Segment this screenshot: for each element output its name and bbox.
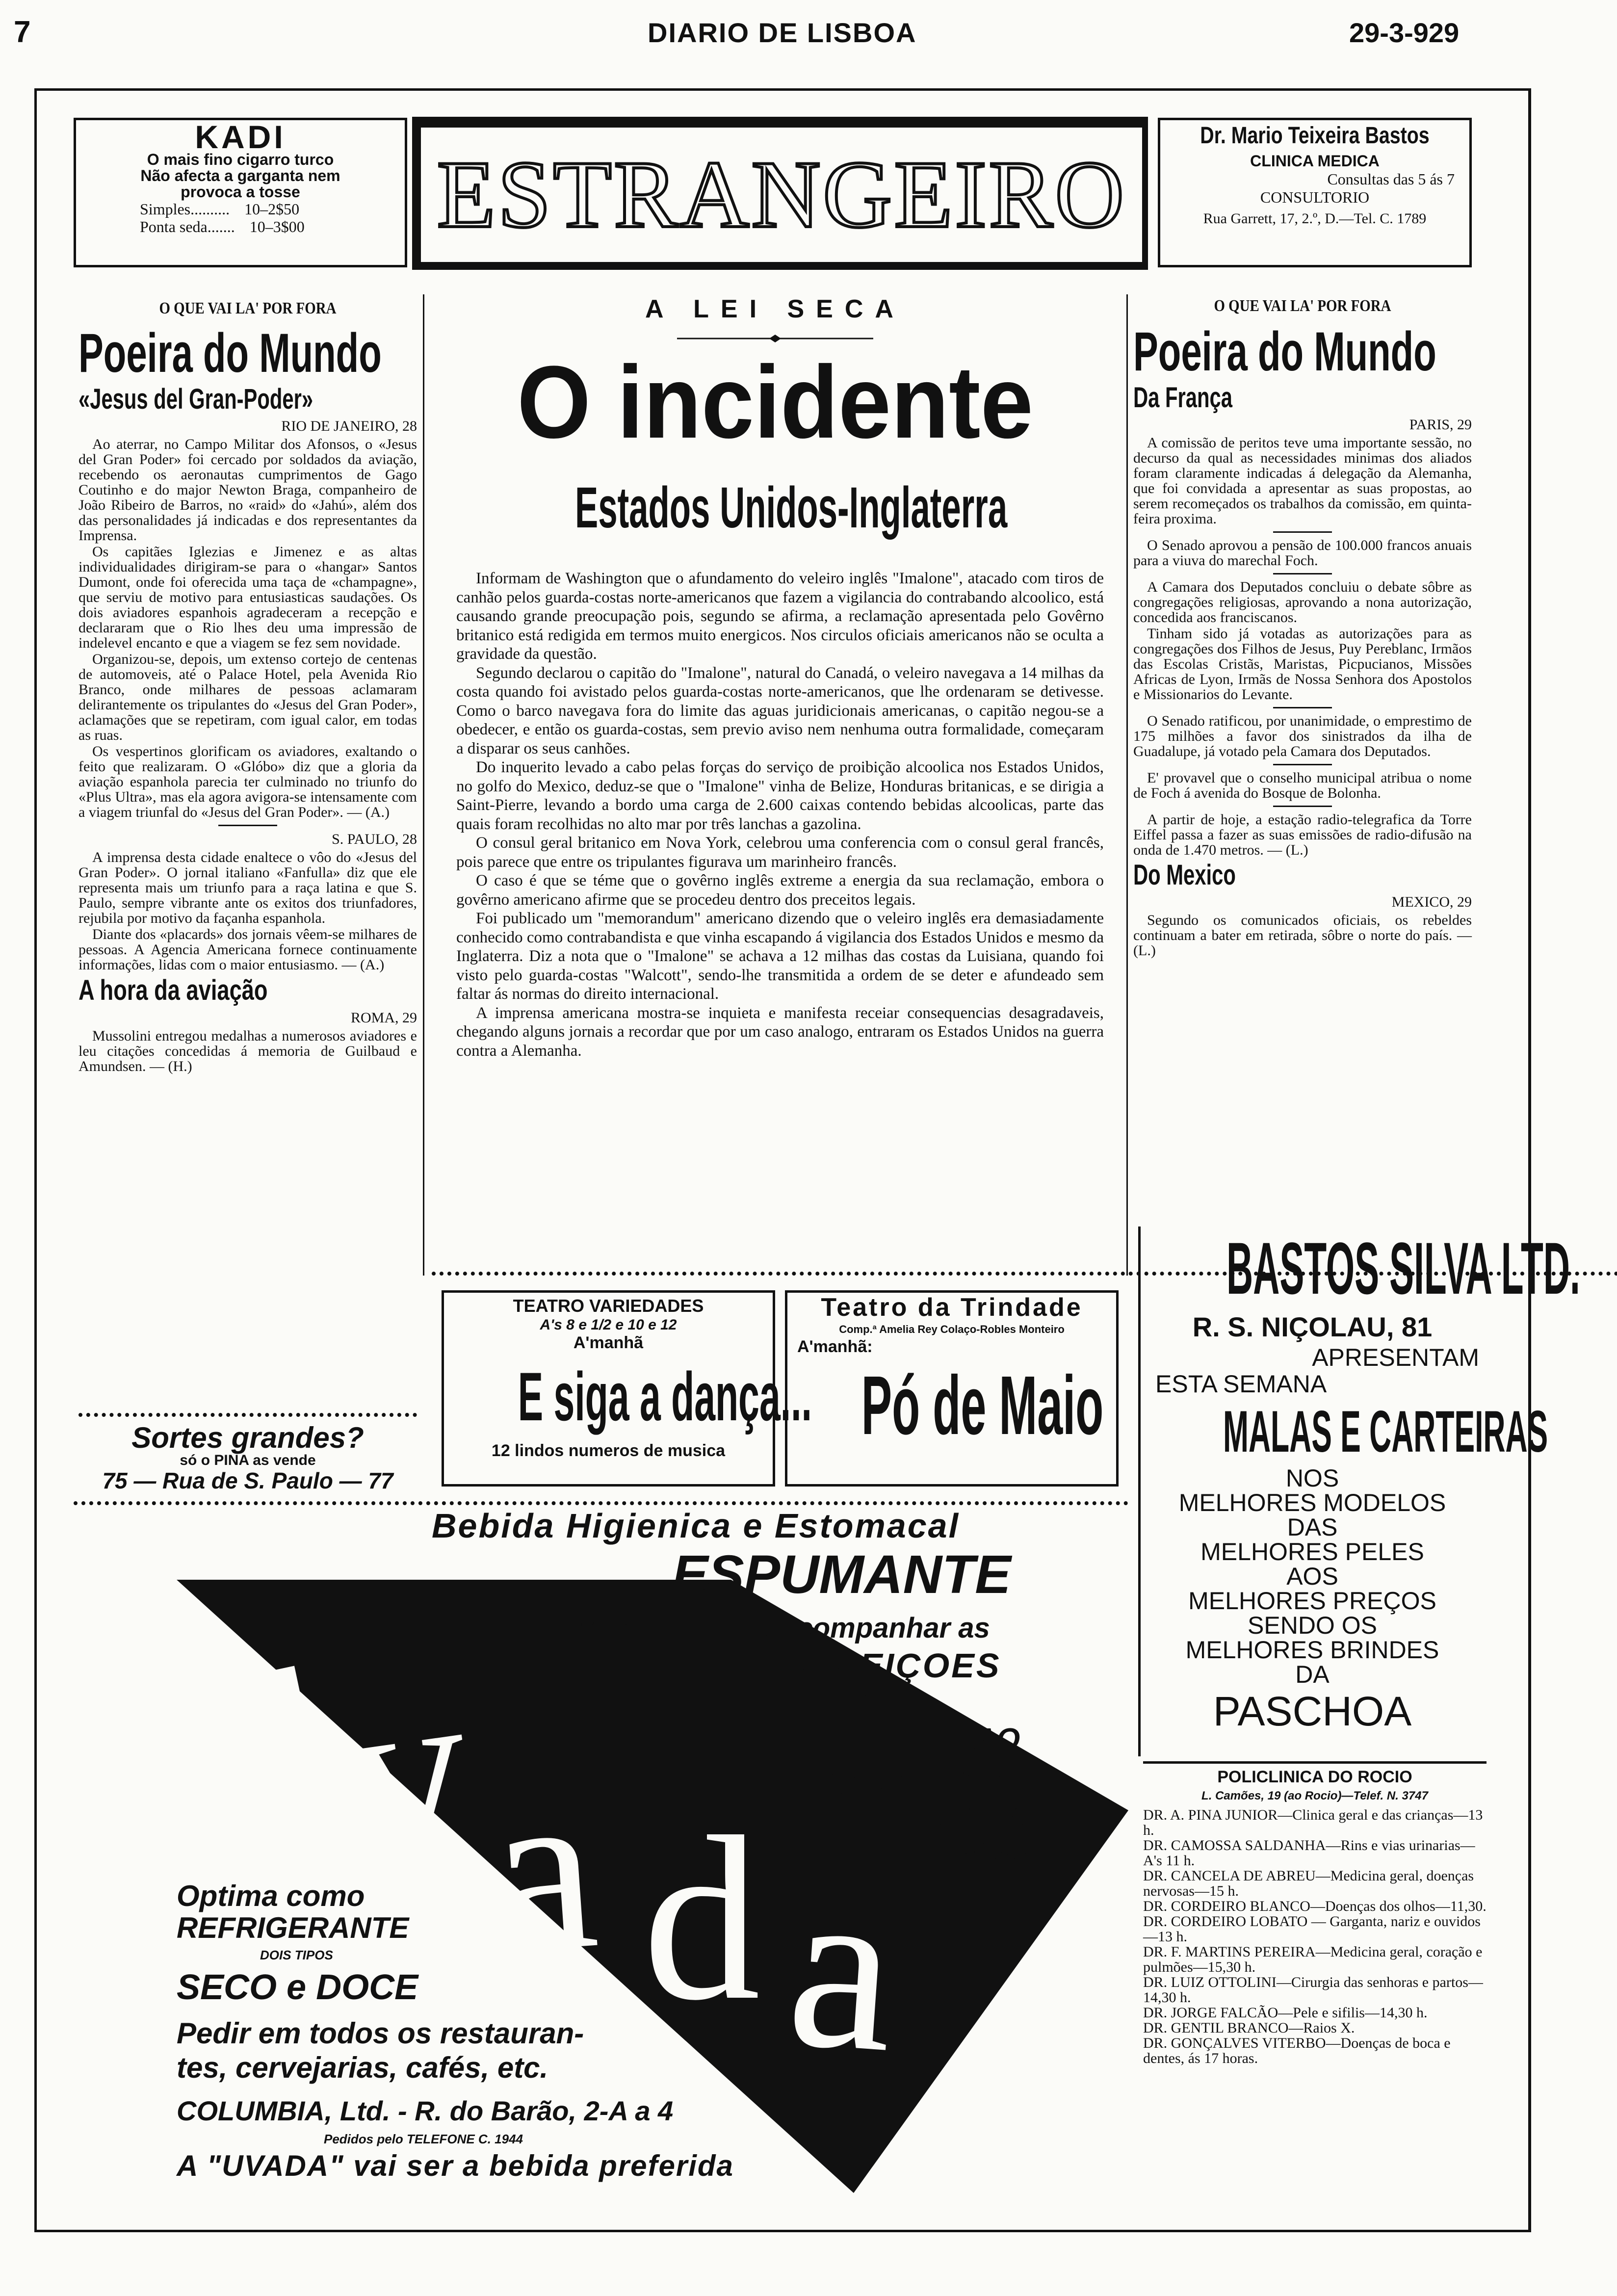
left-p3-1: Mussolini entregou medalhas a numerosos aviadores e leu citações concedidas á memoria de Guilbaud e Amundsen. — (H.) [78,1028,417,1074]
right-p2-1: Segundo os comunicados oficiais, os rebeldes continuam a bater em retirada, sôbre o norte do país. — (L.) [1133,912,1472,959]
policlinica-entry: DR. A. PINA JUNIOR—Clinica geral e das crianças—13 h. [1143,1807,1483,1838]
center-p1: Informam de Washington que o afundamento do veleiro inglês "Imalone", atacado com tiros de canhão pelos guarda-costas norte-americanos que fazem a vigilancia do contrabando alcoolico, está causando grande preocupação pois, segundo se afirma, a reclamação apresentada pelo Govêrno britanico está redigida em termos muito energicos. Nos circulos oficiais americanos não se oculta a gravidade da questão. [456,570,1104,663]
right-divider2 [1273,573,1332,574]
left-dateline2: S. PAULO, 28 [332,831,417,847]
right-p1-1: A comissão de peritos teve uma importante sessão, no decurso da qual as necessidades minimas dos aliados foram claramente indicadas á delegação da Alemanha, que foi convidada a apresentar as suas propostas, ao serem recomeçados os trabalhos da comissão, em quinta-feira proxima. [1133,435,1472,527]
left-kicker: O QUE VAI LA' POR FORA [159,299,337,317]
doctor-address: Rua Garrett, 17, 2.º, D.—Tel. C. 1789 [1203,210,1427,227]
right-p1-2: O Senado aprovou a pensão de 100.000 francos anuais para a viuva do marechal Foch. [1133,537,1472,569]
right-p1-3: A Camara dos Deputados concluiu o debate sôbre as congregações religiosas, aprovando a nona autorização, concedida aos franciscanos. [1133,579,1472,626]
policlinica-top-rule [1143,1761,1487,1764]
policlinica-entry: DR. GONÇALVES VITERBO—Doenças de boca e dentes, ás 17 horas. [1143,2035,1451,2066]
bastos-name: BASTOS SILVA LTD. [1226,1227,1580,1309]
right-divider5 [1273,806,1332,807]
policlinica-entry: DR. GENTIL BRANCO—Raios X. [1143,2020,1355,2036]
doctor-hours: Consultas das 5 ás 7 [1327,170,1455,188]
center-body [456,569,1104,1060]
left-p2-2: Diante dos «placards» dos jornais vêem-se milhares de pessoas. A Agencia Americana fornece continuamente informações, lidas com o maior entusiasmo. — (A.) [78,926,417,973]
kadi-line2: Não afecta a garganta nem [140,167,340,184]
theatre-trindade-ad [785,1290,1119,1487]
right-p1-7: A partir de hoje, a estação radio-telegrafica da Torre Eiffel passa a fazer as suas emissões de radio-difusão na onda de 1.470 metros. — (L.) [1133,811,1472,858]
center-p5: O caso é que se téme que o govêrno inglês extreme a energia da sua reclamação, embora o govêrno americano afirme que se procedeu dentro dos preceitos legais. [456,872,1104,909]
uvada-left2: REFRIGERANTE [177,1911,409,1944]
right-p1-4: Tinham sido já votadas as autorizações para as congregações dos Filhos de Jesus, Puy Pereblanc, Irmãos das Escolas Cristãs, Maristas, Picpucianos, Missões Africas de Lyon, Irmãs de Nossa Senhora dos Apostolos e Missionarios do Levante. [1133,626,1472,703]
kadi-price2-value: 10–3$00 [249,218,305,235]
uvada-headline1: Bebida Higienica e Estomacal [432,1507,960,1545]
left-subtitle: «Jesus del Gran-Poder» [78,383,313,415]
right-title: Poeira do Mundo [1133,321,1436,382]
policlinica-title: POLICLINICA DO ROCIO [1217,1768,1412,1786]
policlinica-entry: DR. CAMOSSA SALDANHA—Rins e vias urinarias—A's 11 h. [1143,1837,1475,1869]
bastos-l2-1: NOS [1285,1464,1339,1492]
center-p6: Foi publicado um "memorandum" americano dizendo que o veleiro inglês era demasiadamente conhecido como contrabandista e que vinha escapando á vigilancia dos Estados Unidos e mesmo da Inglaterra. Diz a nota que o "Imalone" se achava a 12 milhas das costas da Luisiana, quando foi visto pelo guarda-costas "Walcott", sendo-lhe transmitida a ordem de se deter e afundeado sem faltar ás normas do direito internacional. [456,910,1104,1003]
right-divider1 [1273,531,1332,533]
doctor-ad [1158,118,1472,267]
uvada-letter-a2: a [781,1833,904,2101]
center-kicker: A LEI SECA [645,295,905,323]
kadi-price1-value: 10–2$50 [244,200,300,218]
bastos-address: R. S. NIÇOLAU, 81 [1192,1311,1433,1342]
column-rule-right [1126,294,1128,1276]
column-rule-left [423,294,424,1276]
bastos-footer: PASCHOA [1213,1688,1412,1734]
uvada-left1: Optima como [177,1879,365,1912]
uvada-headline2: ESPUMANTE [672,1544,1011,1605]
right-subtitle2: Do Mexico [1133,859,1236,891]
bastos-l2-6: MELHORES PREÇOS [1188,1587,1436,1615]
kadi-price2-label: Ponta seda [140,218,208,235]
kadi-line3: provoca a tosse [181,183,300,201]
uvada-line7: DARES [947,1833,1065,1866]
doctor-name: Dr. Mario Teixeira Bastos [1200,123,1430,149]
bastos-l2-5: AOS [1286,1563,1338,1590]
center-p3: Do inquerito levado a cabo pelas forças do serviço de proibição alcoolica nos Estados Unidos, no golfo do Mexico, deduz-se que o "Imalone" vinha de Belize, Honduras britanicas, e se dirigia a Saint-Pierre, levando a bordo uma carga de 2.600 caixas contendo bebidas alcoolicas, parte das quais foram recolhidas no alto mar por três lanchas a gazolina. [456,758,1104,833]
center-p7: A imprensa americana mostra-se inquieta e manifesta receiar consequencias desagradaveis, chegando alguns jornais a recordar que por um caso analogo, entraram os Estados Unidos na guerra contra a Alemanha. [456,1004,1104,1060]
policlinica-address: L. Camões, 19 (ao Rocio)—Telef. N. 3747 [1201,1789,1428,1802]
uvada-letter-d: d [643,1788,760,2049]
center-p2: Segundo declarou o capitão do "Imalone", natural do Canadá, o veleiro navegava a 14 milhas da costa quando foi avistado pelos guarda-costas norte-americanos, que lhe ordenaram se detivesse. Como o barco navegava fora do limite das aguas juridicionais americanas, o capitão negou-se a obedecer, e então os guarda-costas, sem previo aviso nem nenhuma outra formalidade, começaram a disparar os seus canhões. [456,664,1104,757]
kadi-line1: O mais fino cigarro turco [147,151,334,168]
trindade-name: Teatro da Trindade [821,1293,1083,1322]
bastos-l2-9: DA [1295,1661,1330,1688]
bastos-l2-4: MELHORES PELES [1200,1538,1424,1565]
kadi-ad [74,118,407,267]
policlinica-box [1143,1766,1487,2066]
trindade-company: Comp.ª Amelia Rey Colaço-Robles Monteiro [839,1323,1065,1335]
section-banner-text: ESTRANGEIRO [421,128,1142,262]
theatre-dotted-rule-bottom [74,1501,1128,1505]
bastos-big: MALAS E CARTEIRAS [1223,1399,1548,1464]
kadi-price2-dots: ....... [207,218,235,235]
kadi-price1-dots: .......... [190,200,230,218]
doctor-office: CONSULTORIO [1260,188,1370,206]
bastos-line1: APRESENTAM [1312,1344,1479,1371]
left-p1-3: Organizou-se, depois, um extenso cortejo de centenas de automoveis, até o Palace Hotel, pela Avenida Rio Branco, onde milhares de pessoas aclamaram delirantemente os tripulantes do «Jesus del Gran Poder», aclamações que se repetiram, com igual calor, em todas as ruas. [78,651,417,743]
uvada-line2: REFEIÇOES [785,1646,1001,1685]
kicker-ornament [677,334,873,343]
policlinica-entry: DR. JORGE FALCÃO—Pele e sifilis—14,30 h. [1143,2005,1428,2021]
right-column [1133,297,1472,959]
theatre-variedades-ad [442,1290,812,1487]
uvada-left7: COLUMBIA, Ltd. - R. do Barão, 2-A a 4 [177,2095,674,2126]
right-dateline1: PARIS, 29 [1409,417,1472,433]
right-p1-6: E' provavel que o conselho municipal atribua o nome de Foch á avenida do Bosque de Bolonha. [1133,770,1472,801]
page-number: 7 [14,15,31,49]
policlinica-entry: DR. F. MARTINS PEREIRA—Medicina geral, coração e pulmões—15,30 h. [1143,1944,1483,1975]
variedades-show: E siga a dança... [518,1358,812,1435]
center-subhead: Estados Unidos-Inglaterra [575,475,1008,540]
uvada-letter-u: u [175,1562,345,1843]
uvada-line6: os PALA- [883,1799,1042,1832]
bastos-l2-2: MELHORES MODELOS [1178,1489,1446,1516]
bastos-l2-7: SENDO OS [1248,1612,1377,1639]
left-p1-4: Os vespertinos glorificam os aviadores, exaltando o feito que realizaram. O «Glóbo» diz que a gloria da aviação espanhola parecia ter culminado no triunfo do «Plus Ultra», mas ela agora avigora-se intensamente com a viagem triunfal do «Jesus del Gran Poder». — (A.) [78,743,417,820]
right-kicker: O QUE VAI LA' POR FORA [1214,297,1391,315]
uvada-left3: DOIS TIPOS [260,1948,333,1962]
uvada-left6: tes, cervejarias, cafés, etc. [177,2051,548,2084]
kadi-price1-label: Simples [140,200,191,218]
left-dotted-rule [78,1413,417,1417]
trindade-show: Pó de Maio [861,1359,1104,1452]
bastos-l2-8: MELHORES BRINDES [1185,1636,1439,1664]
trindade-when: A'manhã: [797,1337,873,1356]
masthead: DIARIO DE LISBOA [648,17,917,48]
uvada-line4: DIGESTAO [863,1722,1020,1756]
kadi-brand: KADI [195,119,286,155]
sortes-line3: 75 — Rua de S. Paulo — 77 [102,1468,393,1493]
uvada-left5: Pedir em todos os restauran- [177,2017,584,2050]
variedades-name: TEATRO VARIEDADES [513,1296,704,1316]
left-title2: A hora da aviação [78,974,268,1006]
variedades-when: A'manhã [573,1333,644,1352]
left-p1-1: Ao aterrar, no Campo Militar dos Afonsos, o «Jesus del Gran Poder» foi cercado por soldados da aviação, recebendo os aeronautas cumprimentos de Gago Coutinho e do major Newton Braga, companheiro de João Ribeiro de Barros, no «raid» do «Jahú», além dos das personalidades já indicadas e dos representantes da Imprensa. [78,436,417,544]
policlinica-entries [1143,1807,1487,2066]
uvada-left4: SECO e DOCE [177,1968,418,2007]
left-p2-1: A imprensa desta cidade enaltece o vôo do «Jesus del Gran Poder». O jornal italiano «Fanfulla» diz que ele representa mais um triunfo para a raça latina e que S. Paulo, sempre vibrante ante os exitos dos triunfadores, rejubila por motivo da façanha espanhola. [78,849,417,926]
right-dateline2: MEXICO, 29 [1391,894,1472,910]
doctor-clinic: CLINICA MEDICA [1250,152,1380,170]
uvada-left8: Pedidos pelo TELEFONE C. 1944 [324,2132,523,2146]
policlinica-entry: DR. CORDEIRO LOBATO — Garganta, nariz e ouvidos—13 h. [1143,1913,1481,1945]
uvada-line3: Facilita a [785,1688,919,1723]
variedades-tagline: 12 lindos numeros de musica [491,1441,726,1460]
section-banner [412,117,1148,270]
sortes-line1: Sortes grandes? [131,1421,364,1454]
sortes-line2: só o PINA as vende [180,1452,316,1468]
right-p1-5: O Senado ratificou, por unanimidade, o emprestimo de 175 milhões a favor dos sinistrados da ilha de Guadalupe, já votado pela Camara dos Deputados. [1133,713,1472,759]
policlinica-entry: DR. LUIZ OTTOLINI—Cirurgia das senhoras e partos—14,30 h. [1143,1974,1483,2006]
policlinica-entry: DR. CORDEIRO BLANCO—Doenças dos olhos—11,30. [1143,1898,1487,1914]
center-p4: O consul geral britanico em Nova York, celebrou uma conferencia com o consul geral francês, pois parece que entre os tripulantes figurava um marinheiro francês. [456,834,1104,871]
center-headline: O incidente [517,344,1034,460]
uvada-line1: Magnifica para acompanhar as [574,1612,990,1644]
left-dateline3: ROMA, 29 [350,1010,417,1026]
right-divider4 [1273,764,1332,765]
uvada-line5: Agrada a todos [819,1764,1041,1798]
bastos-l2-3: DAS [1287,1513,1338,1541]
variedades-times: A's 8 e 1/2 e 10 e 12 [540,1317,677,1333]
uvada-ad [69,1506,1128,2213]
left-column [78,299,417,1075]
left-title: Poeira do Mundo [78,322,382,384]
bastos-ad [1138,1226,1580,1756]
right-divider3 [1273,707,1332,708]
left-divider1 [218,825,277,826]
left-dateline1: RIO DE JANEIRO, 28 [281,418,417,434]
uvada-letter-v: v [331,1633,484,1909]
left-p1-2: Os capitães Iglezias e Jimenez e as altas individualidades dirigiram-se para o «hangar» Santos Dumont, onde foi oferecida uma taça de «champagne», que serviu de motivo para entusiasticas saudações. Os dois aviadores espanhois agradeceram a recepção e declararam que o Rio lhes deu uma impressão de indelevel encanto e que a viagem se fez sem novidade. [78,544,417,651]
policlinica-entry: DR. CANCELA DE ABREU—Medicina geral, doenças nervosas—15 h. [1143,1868,1474,1899]
uvada-left9: A "UVADA" vai ser a bebida preferida [177,2149,734,2182]
issue-date: 29-3-929 [1349,17,1460,48]
right-subtitle1: Da França [1133,382,1232,414]
uvada-letter-a1: a [481,1735,604,2003]
bastos-line2: ESTA SEMANA [1155,1370,1327,1398]
sortes-ad [78,1423,417,1493]
